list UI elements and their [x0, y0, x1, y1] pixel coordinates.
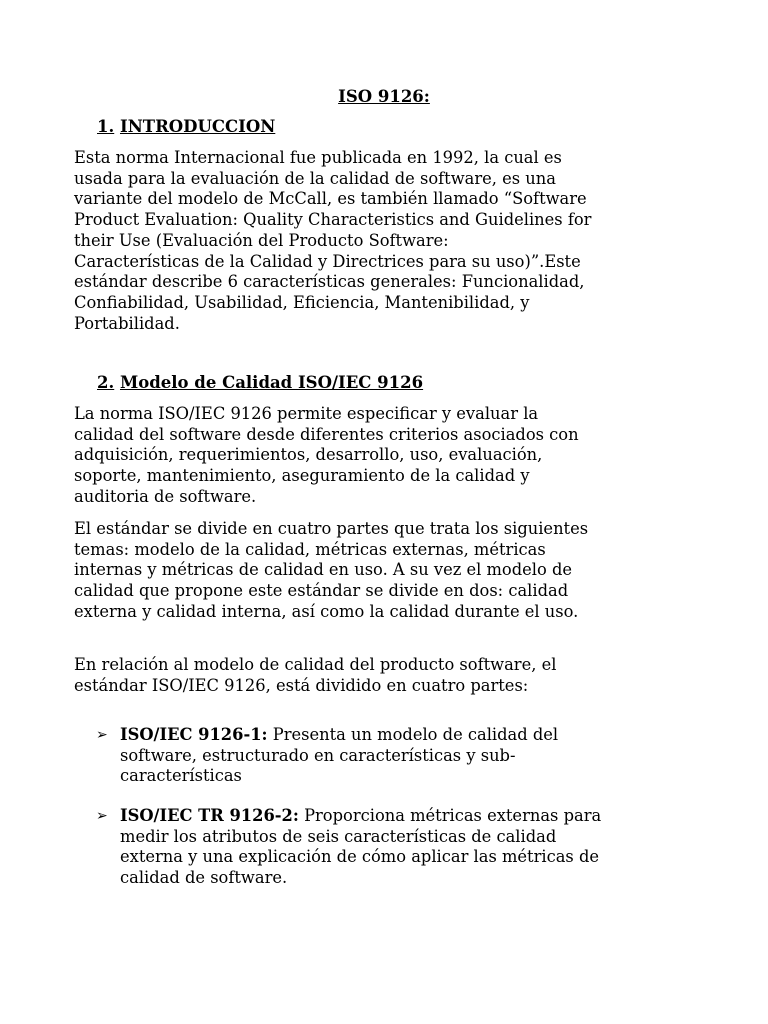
paragraph-line: adquisición, requerimientos, desarrollo, uso, evaluación, — [74, 445, 543, 465]
list-item-lead: ISO/IEC TR 9126-2: — [120, 806, 299, 825]
list-item-text: Proporciona métricas externas para — [298, 806, 602, 825]
paragraph-line: estándar describe 6 características generales: Funcionalidad, — [74, 272, 585, 292]
arrow-bullet-icon: ➢ — [96, 808, 108, 824]
arrow-bullet-icon: ➢ — [96, 727, 108, 743]
paragraph-line: Product Evaluation: Quality Characteristics and Guidelines for — [74, 210, 592, 230]
list-item-line: software, estructurado en características y sub- — [120, 745, 516, 765]
list-item-line: características — [120, 766, 242, 786]
section-number: 2. — [97, 373, 115, 392]
list-item-line — [120, 725, 680, 746]
section-title: Modelo de Calidad ISO/IEC 9126 — [119, 373, 424, 392]
section-number: 1. — [97, 117, 115, 136]
paragraph-line: Esta norma Internacional fue publicada en 1992, la cual es — [74, 148, 562, 167]
list-item-line: calidad de software. — [120, 868, 288, 888]
section-title: INTRODUCCION — [119, 117, 276, 136]
paragraph-line: Características de la Calidad y Directrices para su uso)”.Este — [74, 251, 581, 271]
section-heading-introduccion — [97, 116, 275, 138]
paragraph-introduccion — [74, 148, 674, 334]
paragraph-line: El estándar se divide en cuatro partes que trata los siguientes — [74, 519, 589, 538]
paragraph-line: En relación al modelo de calidad del producto software, el — [74, 655, 557, 674]
list-item-lead: ISO/IEC 9126-1: — [120, 725, 268, 744]
paragraph-line: Confiabilidad, Usabilidad, Eficiencia, Mantenibilidad, y — [74, 292, 530, 312]
paragraph-line: calidad que propone este estándar se divide en dos: calidad — [74, 581, 569, 601]
list-item-line: medir los atributos de seis características de calidad — [120, 826, 557, 846]
paragraph-line: internas y métricas de calidad en uso. A su vez el modelo de — [74, 560, 573, 580]
paragraph-norma — [74, 404, 674, 508]
section-heading-modelo-calidad — [97, 372, 423, 394]
paragraph-line: usada para la evaluación de la calidad de software, es una — [74, 168, 556, 188]
paragraph-line: temas: modelo de la calidad, métricas externas, métricas — [74, 539, 546, 559]
list-item-content — [120, 725, 680, 787]
paragraph-line: their Use (Evaluación del Producto Software: — [74, 230, 449, 250]
paragraph-line: variante del modelo de McCall, es también llamado “Software — [74, 189, 587, 209]
paragraph-estandar-partes — [74, 519, 674, 623]
list-item-content — [120, 806, 680, 889]
paragraph-line: Portabilidad. — [74, 313, 180, 333]
paragraph-line: estándar ISO/IEC 9126, está dividido en cuatro partes: — [74, 675, 529, 695]
paragraph-line: soporte, mantenimiento, aseguramiento de la calidad y — [74, 466, 530, 486]
list-item-line — [120, 806, 680, 827]
paragraph-line: auditoria de software. — [74, 486, 257, 506]
list-item-line: externa y una explicación de cómo aplicar las métricas de — [120, 847, 600, 867]
document-title: ISO 9126: — [338, 87, 430, 106]
paragraph-line: La norma ISO/IEC 9126 permite especificar y evaluar la — [74, 404, 539, 423]
paragraph-relacion-modelo — [74, 655, 674, 696]
list-item-text: Presenta un modelo de calidad del — [267, 725, 559, 744]
paragraph-line: externa y calidad interna, así como la calidad durante el uso. — [74, 601, 579, 621]
paragraph-line: calidad del software desde diferentes criterios asociados con — [74, 424, 579, 444]
